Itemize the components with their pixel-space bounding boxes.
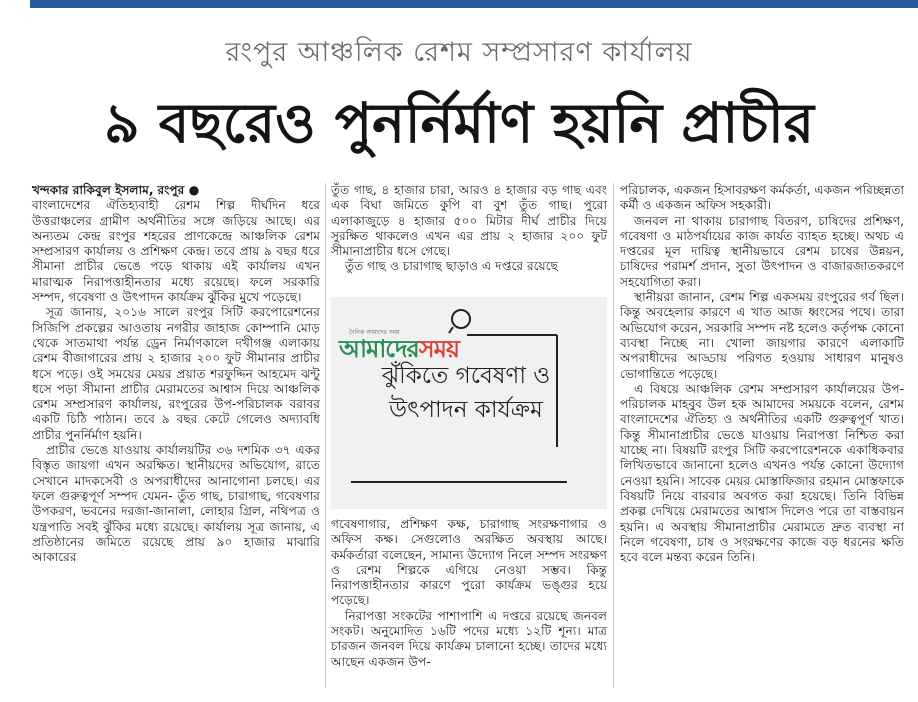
brand-tagline: দৈনিক আমাদের সময়: [349, 329, 400, 336]
top-rule: [30, 0, 918, 8]
byline-author: খন্দকার রাকিবুল ইসলাম,: [32, 183, 154, 197]
headline: ৯ বছরেও পুনর্নির্মাণ হয়নি প্রাচীর: [103, 91, 815, 155]
paragraph: সূত্র জানায়, ২০১৬ সালে রংপুর সিটি করপোরেশনের সিজিপি প্রকল্পের আওতায় নগরীর জাহাজ কোম্পানি মোড় থেকে সাতমাথা পর্যন্ত ড্রেন নির্মাণকালে দখীগঞ্জ এলাকায় রেশম বীজাগারের প্রায় ২ হাজার ২০০ ফুট সীমানার প্রাচীর ধসে পড়ে। ওই সময়ের মেয়র প্রয়াত শরফুদ্দিন আহমেদ ঝন্টু ধসে পড়া সীমানা প্রাচীর মেরামতের আশ্বাস দিয়ে আঞ্চলিক রেশম সম্প্রসারণ কার্যালয়, রংপুরের উপ-পরিচালক বরাবর একটি চিঠি পাঠান। তবে ৯ বছর কেটে গেলেও অদ্যাবধি প্রাচীর পুনর্নির্মাণ হয়নি।: [32, 305, 320, 442]
paragraph: নিরাপত্তা সংকটের পাশাপাশি এ দপ্তরে রয়েছে জনবল সংকট। অনুমোদিত ১৬টি পদের মধ্যে ১২টি শূন্য। মাত্র চারজন জনবল দিয়ে কার্যক্রম চালানো হচ্ছে। তাদের মধ্যে আছেন একজন উপ-: [331, 608, 607, 669]
article-column-3: [620, 183, 904, 565]
paragraph: জনবল না থাকায় চারাগাছ বিতরণ, চাষিদের প্রশিক্ষণ, গবেষণা ও মাঠপর্যায়ের কাজ কার্যত ব্যাহত হচ্ছে। অথচ এ দপ্তরের মূল দায়িত্ব স্থানীয়ভাবে রেশম চাষের উন্নয়ন, চাষিদের পরামর্শ প্রদান, সুতা উৎপাদন ও বাজারজাতকরণে সহযোগিতা করা।: [620, 213, 904, 289]
column-divider: [613, 183, 614, 688]
paragraph: তুঁত গাছ, ৪ হাজার চারা, আরও ৪ হাজার বড় গাছ এবং এক বিঘা জমিতে কুপি বা বুশ তুঁত গাছ। পুরো এলাকাজুড়ে ৪ হাজার ৫০০ মিটার দীর্ঘ প্রাচীর দিয়ে সুরক্ষিত থাকলেও এখন এর প্রায় ২ হাজার ২০০ ফুট সীমানাপ্রাচীর ধসে গেছে।: [331, 183, 607, 259]
brand-part-2: সময়: [418, 335, 460, 363]
inset-caption: ঝুঁকিতে গবেষণা ও উৎপাদন কার্যক্রম: [381, 363, 551, 423]
paragraph: [32, 183, 320, 305]
paragraph: গবেষণাগার, প্রশিক্ষণ কক্ষ, চারাগাছ সংরক্ষণাগার ও অফিস কক্ষ। সেগুলোও অরক্ষিত অবস্থায় আছে। কর্মকর্তারা বলেছেন, সামান্য উদ্যোগ নিলে সম্পদ সংরক্ষণ ও রেশম শিল্পকে এগিয়ে নেওয়া সম্ভব। কিন্তু নিরাপত্তাহীনতার কারণে পুরো কার্যক্রম ভঙ্গুর হয়ে পড়েছে।: [331, 517, 607, 608]
article-column-1: [32, 183, 320, 565]
paragraph: তুঁত গাছ ও চারাগাছ ছাড়াও এ দপ্তরে রয়েছে: [345, 259, 559, 274]
paragraph: এ বিষয়ে আঞ্চলিক রেশম সম্প্রসারণ কার্যালয়ের উপ-পরিচালক মাহবুব উল হক আমাদের সময়কে বলেন, রেশম বাংলাদেশের ঐতিহ্য ও অর্থনীতির একটি গুরুত্বপূর্ণ খাত। কিন্তু সীমানাপ্রাচীর ভেঙে যাওয়ায় নিরাপত্তা নিশ্চিত করা যাচ্ছে না। বিষয়টি রংপুর সিটি করপোরেশনকে একাধিকবার লিখিতভাবে জানানো হলেও এখনও পর্যন্ত কোনো উদ্যোগ নেওয়া হয়নি। সাবেক মেয়র মোস্তাফিজার রহমান মোস্তফাকে বিষয়টি নিয়ে বারবার অবগত করা হয়েছে। তিনি বিভিন্ন প্রকল্প দেখিয়ে মেরামতের আশ্বাস দিলেও পরে তা বাস্তবায়ন হয়নি। এ অবস্থায় সীমানাপ্রাচীর মেরামতে দ্রুত ব্যবস্থা না নিলে গবেষণা, চাষ ও সংরক্ষণের কাজে বড় ধরনের ক্ষতি হবে বলে মন্তব্য করেন তিনি।: [620, 381, 904, 565]
byline-location: রংপুর ●: [157, 183, 200, 197]
paragraph-text: বাংলাদেশের ঐতিহ্যবাহী রেশম শিল্প দীর্ঘদিন ধরে উত্তরাঞ্চলের গ্রামীণ অর্থনীতির সঙ্গে জড়িয়ে আছে। এর অন্যতম কেন্দ্র রংপুর শহরের প্রাণকেন্দ্রে আঞ্চলিক রেশম সম্প্রসারণ কার্যালয় ও প্রশিক্ষণ কেন্দ্র। তবে প্রায় ৯ বছর ধরে সীমানা প্রাচীর ভেঙে পড়ে থাকায় এই কার্যালয় এখন মারাত্মক নিরাপত্তাহীনতার মধ্যে রয়েছে। ফলে সরকারি সম্পদ, গবেষণা ও উৎপাদন কার্যক্রম ঝুঁকির মুখে পড়েছে।: [32, 198, 320, 305]
kicker: রংপুর আঞ্চলিক রেশম সম্প্রসারণ কার্যালয়: [225, 37, 693, 68]
article-column-2-top: [331, 183, 607, 275]
column-divider: [325, 183, 326, 688]
paragraph: স্থানীয়রা জানান, রেশম শিল্প একসময় রংপুরের গর্ব ছিল। কিন্তু অবহেলার কারণে এ খাত আজ ধ্বংসের পথে। তারা অভিযোগ করেন, সরকারি সম্পদ নষ্ট হলেও কর্তৃপক্ষ কোনো ব্যবস্থা নিচ্ছে না। খোলা জায়গার কারণে এলাকাটি অপরাধীদের আড্ডায় পরিণত হওয়ায় সাধারণ মানুষও ভোগান্তিতে পড়েছে।: [620, 290, 904, 381]
brand-part-1: আমাদের: [339, 335, 419, 363]
paragraph: প্রাচীর ভেঙে যাওয়ায় কার্যালয়টির ৩৬ দশমিক ৩৭ একর বিস্তৃত জায়গা এখন অরক্ষিত। স্থানীয়দের অভিযোগ, রাতে সেখানে মাদকসেবী ও অপরাধীদের আনাগোনা চলছে। এর ফলে গুরুত্বপূর্ণ সম্পদ যেমন- তুঁত গাছ, চারাগাছ, গবেষণার উপকরণ, ভবনের দরজা-জানালা, লোহার গ্রিল, নথিপত্র ও যন্ত্রপাতি সবই ঝুঁকির মধ্যে রয়েছে। কার্যালয় সূত্র জানায়, এ প্রতিষ্ঠানের জমিতে রয়েছে প্রায় ৯০ হাজার মাঝারি আকারের: [32, 443, 320, 565]
paragraph: পরিচালক, একজন হিসাবরক্ষণ কর্মকর্তা, একজন পরিচ্ছন্নতা কর্মী ও একজন অফিস সহকারী।: [620, 183, 904, 213]
article-column-2-bottom: [331, 517, 607, 670]
inset-illustration: [331, 297, 607, 509]
